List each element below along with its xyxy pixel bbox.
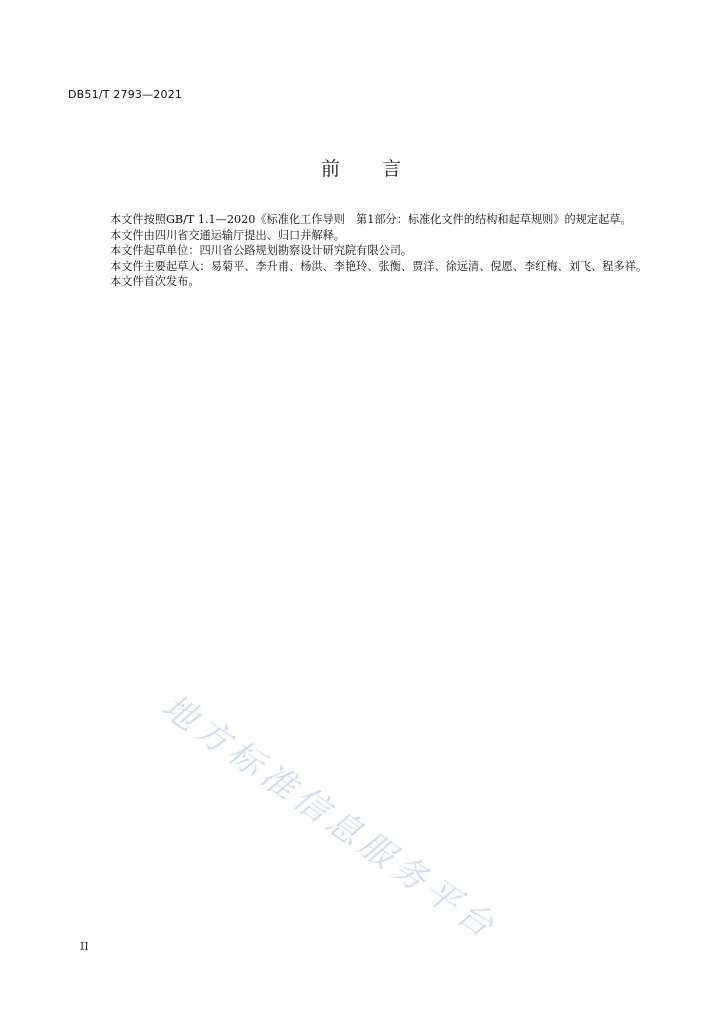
paragraph-drafters: 本文件主要起草人：易菊平、李升甫、杨洪、李艳玲、张衡、贾洋、徐远清、倪愿、李红梅、刘飞、程多祥。 — [110, 259, 648, 273]
title-char-2: 言 — [382, 158, 404, 180]
title-char-1: 前 — [320, 158, 342, 180]
paragraph-drafting-unit: 本文件起草单位：四川省公路规划勘察设计研究院有限公司。 — [110, 244, 413, 258]
foreword-body — [88, 212, 658, 290]
paragraph-proposer: 本文件由四川省交通运输厅提出、归口并解释。 — [110, 228, 345, 242]
watermark: 地方标准信息服务平台 — [154, 686, 506, 949]
paragraph-first-release: 本文件首次发布。 — [110, 275, 200, 289]
paragraph-drafting-rules: 本文件按照GB/T 1.1—2020《标准化工作导则 第1部分：标准化文件的结构和起草规则》的规定起草。 — [110, 213, 632, 226]
page-title — [0, 154, 724, 181]
page-number: II — [80, 940, 89, 953]
document-code: DB51/T 2793—2021 — [68, 88, 183, 101]
